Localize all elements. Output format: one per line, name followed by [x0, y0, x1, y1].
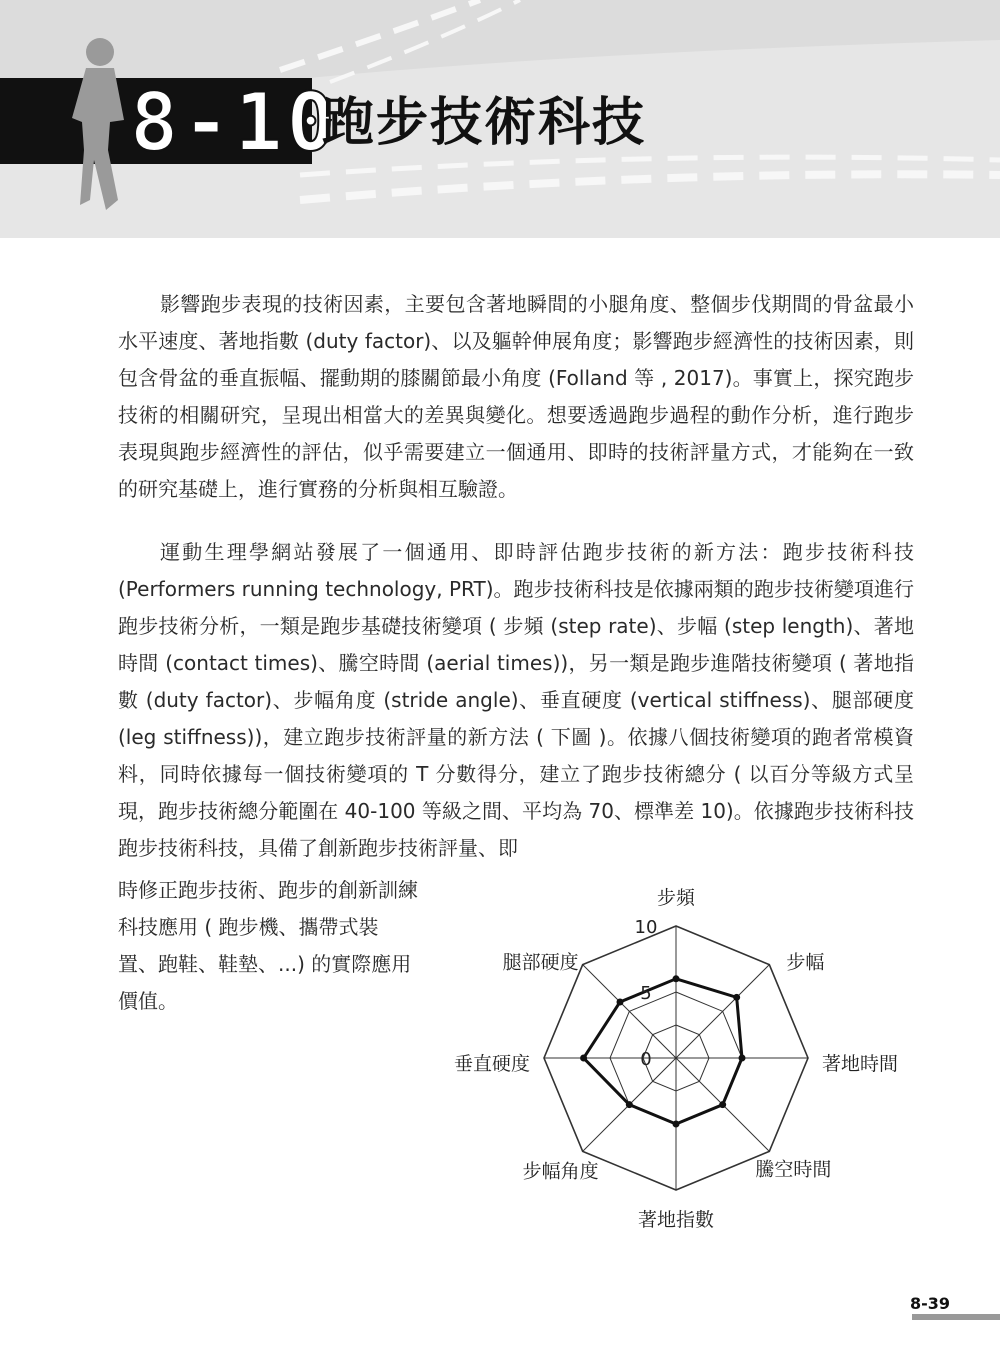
radar-chart — [430, 870, 930, 1250]
radar-axis-label: 著地指數 — [637, 1209, 715, 1231]
body-paragraph-1: 影響跑步表現的技術因素，主要包含著地瞬間的小腿角度、整個步伐期間的骨盆最小水平速度、著地指數 (duty factor)、以及軀幹伸展角度；影響跑步經濟性的技術因素，則包含骨盆的垂直振幅、擺動期的膝關節最小角度 (Folland 等 , 2017)。事實上，探究跑步技術的相關研究，呈現出相當大的差異與變化。想要透過跑步過程的動作分析，進行跑步表現與跑步經濟性的評估，似乎需要建立一個通用、即時的技術評量方式，才能夠在一致的研究基礎上，進行實務的分析與相互驗證。 — [118, 292, 914, 501]
radar-axis-line — [583, 965, 676, 1058]
radar-data-point — [719, 1101, 726, 1108]
body-paragraph-2: 運動生理學網站發展了一個通用、即時評估跑步技術的新方法：跑步技術科技 (Performers running technology, PRT)。跑步技術科技是依據兩類的跑步技術變項進行跑步技術分析，一類是跑步基礎技術變項 ( 步頻 (step rate)、步幅 (step length)、著地時間 (contact times)、騰空時間 (aerial times))，另一類是跑步進階技術變項 ( 著地指數 (duty factor)、步幅角度 (stride angle)、垂直硬度 (vertical stiffness)、腿部硬度 (leg stiffness))，建立跑步技術評量的新方法 ( 下圖 )。依據八個技術變項的跑者常模資料，同時依據每一個技術變項的 T 分數得分，建立了跑步技術總分 ( 以百分等級方式呈現，跑步技術總分範圍在 40-100 等級之間、平均為 70、標準差 10)。依據跑步技術科技跑步技術科技，具備了創新跑步技術評量、即 — [118, 540, 914, 860]
radar-axis-label: 步幅 — [786, 951, 825, 974]
radar-series-line — [584, 979, 742, 1124]
radar-axis-label: 騰空時間 — [755, 1158, 832, 1181]
radar-data-point — [580, 1055, 587, 1062]
radar-tick-label: 5 — [640, 983, 652, 1004]
page-number-bar — [912, 1314, 1000, 1320]
radar-data-point — [673, 1121, 680, 1128]
radar-axis-label: 著地時間 — [822, 1053, 899, 1075]
radar-axis-label: 步幅角度 — [522, 1160, 599, 1183]
radar-data-point — [626, 1101, 633, 1108]
radar-data-point — [616, 998, 623, 1005]
radar-axis-line — [676, 965, 769, 1058]
radar-data-point — [733, 994, 740, 1001]
chapter-banner — [0, 0, 1000, 238]
radar-tick-label: 10 — [634, 917, 658, 938]
radar-tick-label: 0 — [640, 1049, 652, 1070]
chapter-title: 跑步技術科技 — [322, 93, 647, 153]
radar-axis-label: 步頻 — [656, 887, 696, 909]
radar-data-point — [739, 1055, 746, 1062]
radar-data-point — [673, 975, 680, 982]
page-number: 8-39 — [910, 1294, 951, 1313]
radar-axis-label: 垂直硬度 — [453, 1053, 530, 1075]
body-paragraph-3: 時修正跑步技術、跑步的創新訓練科技應用 ( 跑步機、攜帶式裝置、跑鞋、鞋墊、...) 的實際應用價值。 — [118, 878, 418, 1013]
radar-axis-label: 腿部硬度 — [502, 951, 579, 974]
chapter-number: 8-10 — [130, 76, 339, 169]
